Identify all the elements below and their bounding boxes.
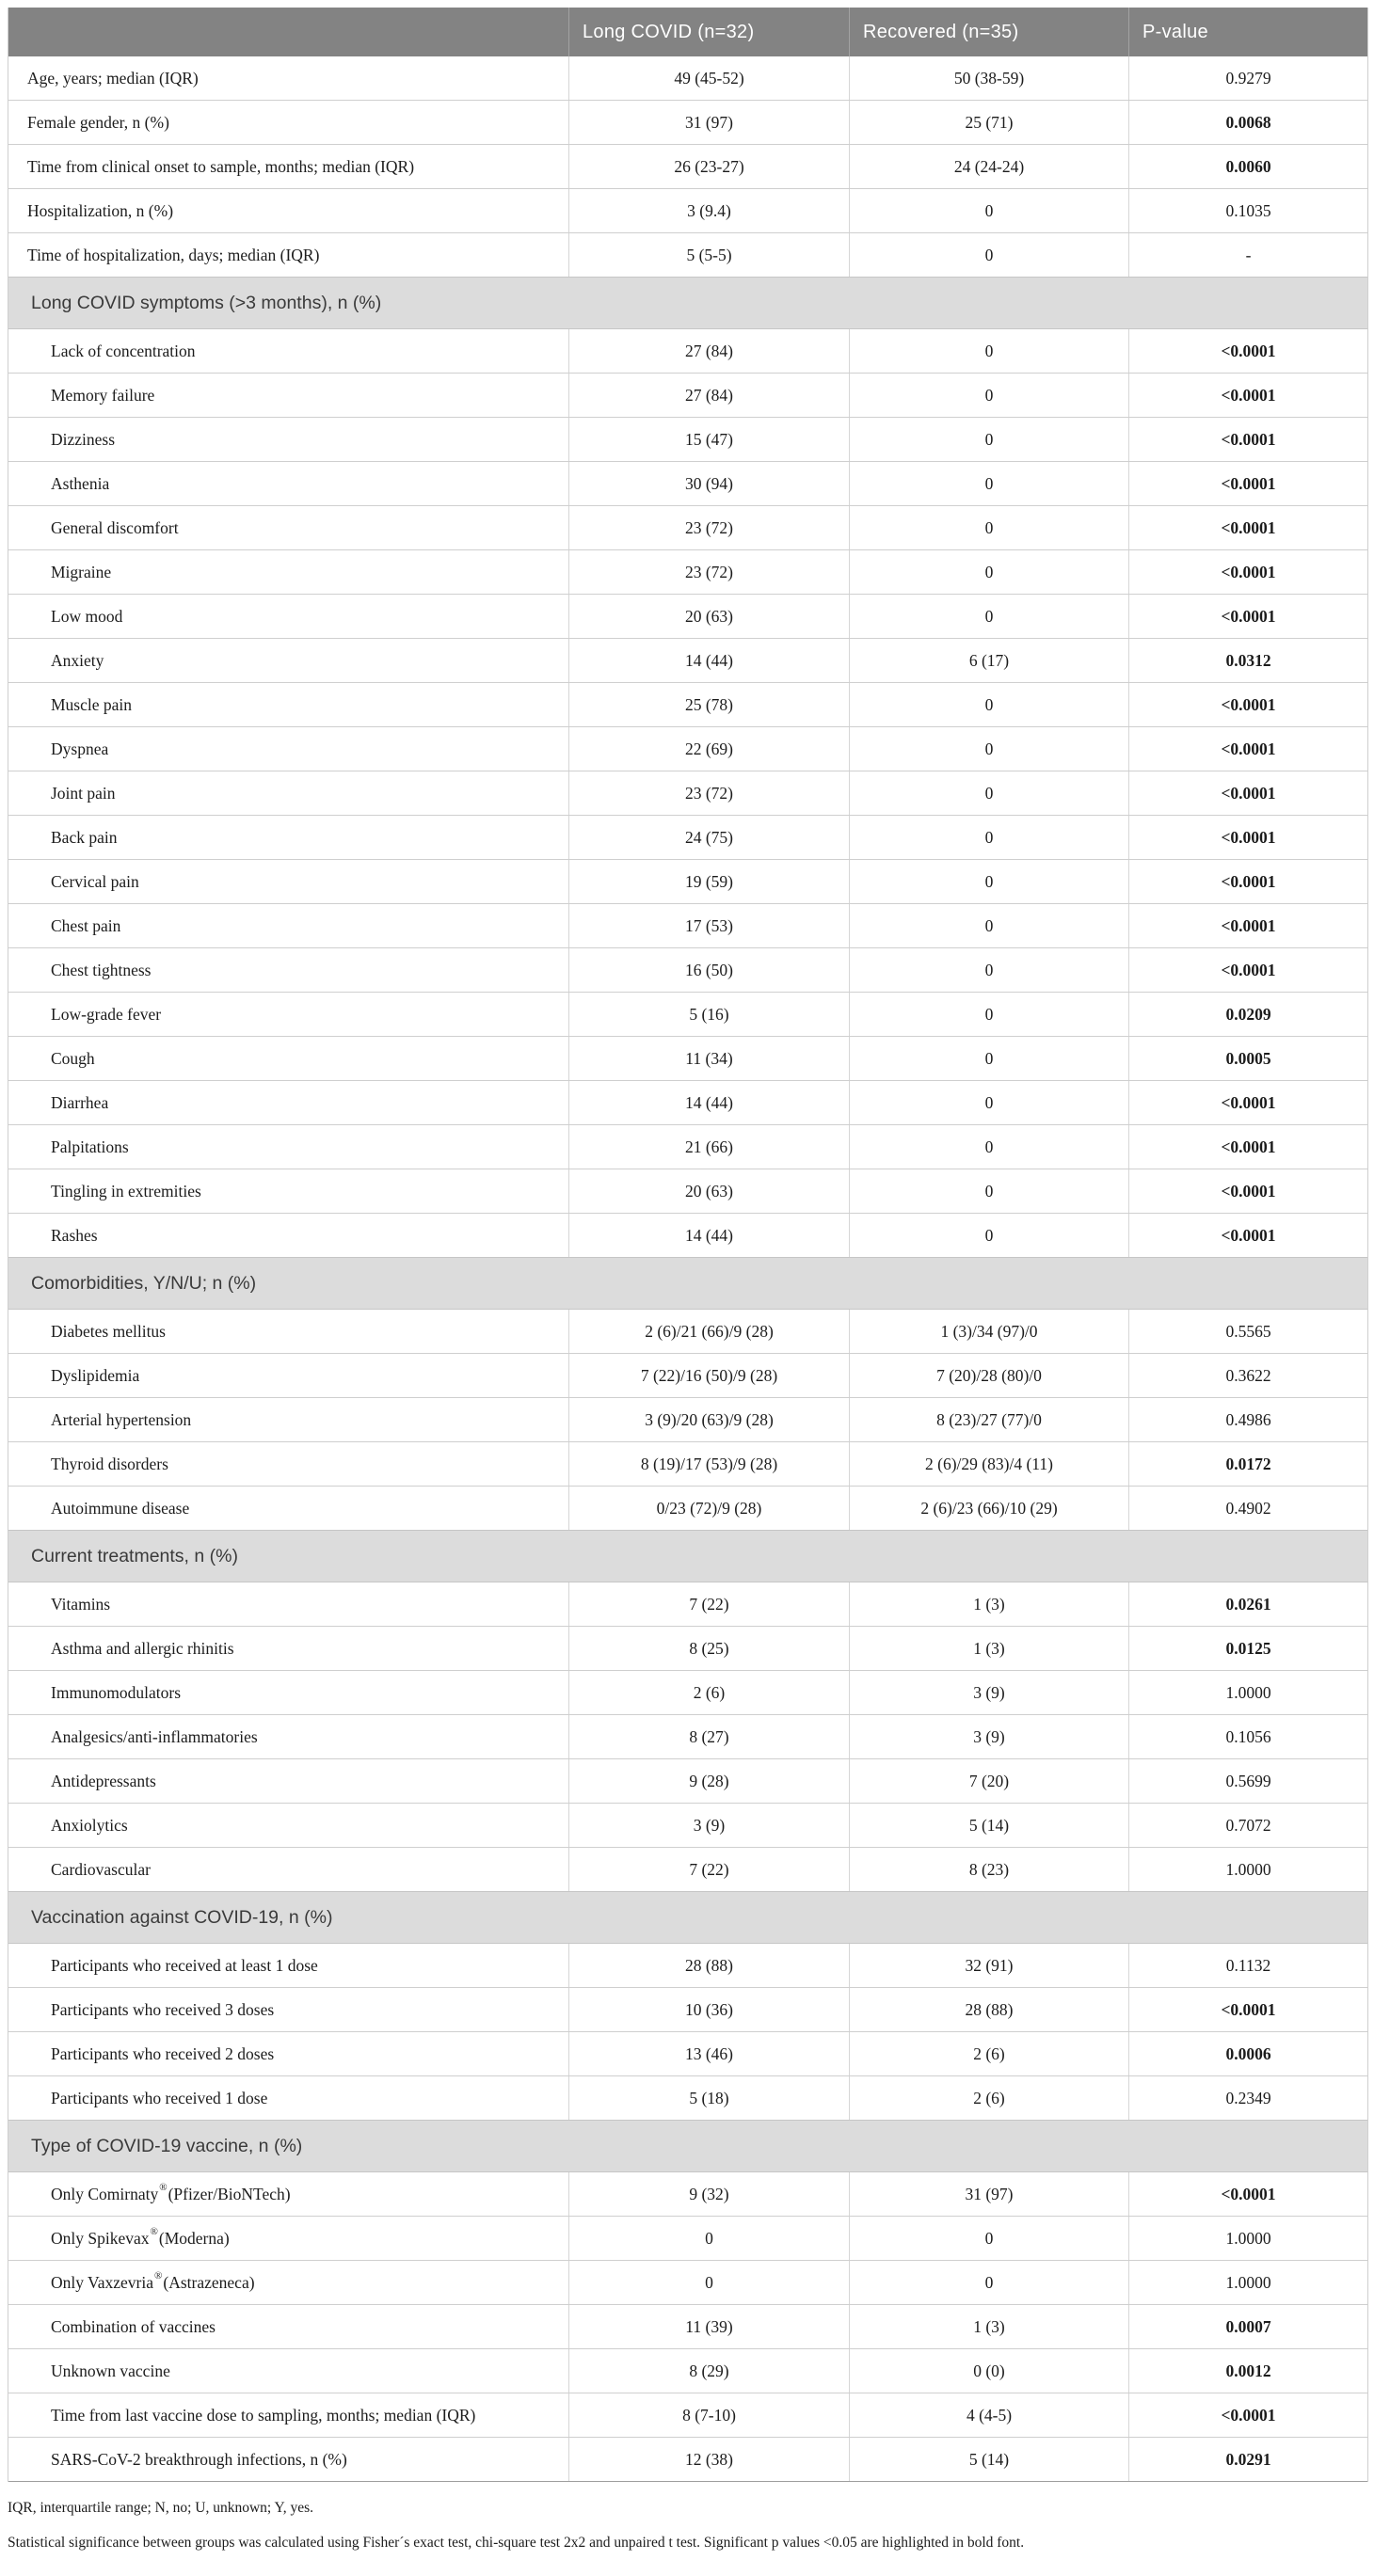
table-row xyxy=(8,550,1367,595)
p-value-cell: 0.5699 xyxy=(1128,1759,1367,1803)
table-row xyxy=(8,1487,1367,1531)
long-covid-value: 3 (9.4) xyxy=(568,189,849,232)
row-label: Combination of vaccines xyxy=(51,2316,216,2336)
p-value-cell: 0.1035 xyxy=(1128,189,1367,232)
row-label: Time of hospitalization, days; median (IQR) xyxy=(27,245,320,264)
table-row xyxy=(8,233,1367,278)
recovered-value: 0 xyxy=(849,1037,1128,1080)
table-row xyxy=(8,683,1367,727)
recovered-value: 0 xyxy=(849,904,1128,947)
recovered-value: 0 xyxy=(849,506,1128,549)
long-covid-value: 7 (22) xyxy=(568,1848,849,1891)
long-covid-value: 3 (9)/20 (63)/9 (28) xyxy=(568,1398,849,1441)
recovered-value: 2 (6) xyxy=(849,2076,1128,2120)
table-row xyxy=(8,462,1367,506)
recovered-value: 7 (20)/28 (80)/0 xyxy=(849,1354,1128,1397)
recovered-value: 24 (24-24) xyxy=(849,145,1128,188)
recovered-value: 7 (20) xyxy=(849,1759,1128,1803)
table-row xyxy=(8,1169,1367,1214)
recovered-value: 5 (14) xyxy=(849,2438,1128,2481)
recovered-value: 0 xyxy=(849,462,1128,505)
long-covid-value: 8 (27) xyxy=(568,1715,849,1758)
long-covid-value: 24 (75) xyxy=(568,816,849,859)
recovered-value: 25 (71) xyxy=(849,101,1128,144)
p-value-cell: <0.0001 xyxy=(1128,771,1367,815)
row-label: Low mood xyxy=(51,606,123,626)
section-header-row xyxy=(8,1891,1367,1944)
row-label: Autoimmune disease xyxy=(51,1498,190,1518)
section-header-row xyxy=(8,277,1367,329)
section-header-row xyxy=(8,1257,1367,1310)
p-value-cell: <0.0001 xyxy=(1128,948,1367,992)
long-covid-value: 26 (23-27) xyxy=(568,145,849,188)
row-label: Antidepressants xyxy=(51,1771,156,1790)
recovered-value: 0 xyxy=(849,329,1128,373)
long-covid-value: 23 (72) xyxy=(568,506,849,549)
p-value-cell: 0.0291 xyxy=(1128,2438,1367,2481)
table-row xyxy=(8,2349,1367,2393)
row-label: Memory failure xyxy=(51,385,155,405)
row-label: Chest pain xyxy=(51,915,121,935)
long-covid-value: 10 (36) xyxy=(568,1988,849,2031)
table-row xyxy=(8,56,1367,101)
long-covid-value: 7 (22) xyxy=(568,1582,849,1626)
long-covid-value: 8 (19)/17 (53)/9 (28) xyxy=(568,1442,849,1486)
table-row xyxy=(8,1848,1367,1892)
table-row xyxy=(8,2032,1367,2076)
recovered-value: 0 xyxy=(849,595,1128,638)
recovered-value: 0 xyxy=(849,1169,1128,1213)
recovered-value: 0 xyxy=(849,727,1128,771)
table-row xyxy=(8,2393,1367,2438)
table-row xyxy=(8,145,1367,189)
recovered-value: 0 xyxy=(849,233,1128,277)
long-covid-value: 20 (63) xyxy=(568,1169,849,1213)
row-label: Time from last vaccine dose to sampling, months; median (IQR) xyxy=(51,2405,476,2425)
long-covid-value: 12 (38) xyxy=(568,2438,849,2481)
p-value-cell: 0.0006 xyxy=(1128,2032,1367,2075)
recovered-value: 0 xyxy=(849,374,1128,417)
recovered-value: 0 xyxy=(849,2261,1128,2304)
row-label: Joint pain xyxy=(51,783,116,803)
row-label: Only Comirnaty ® (Pfizer/BioNTech) xyxy=(51,2182,291,2203)
recovered-value: 5 (14) xyxy=(849,1804,1128,1847)
row-label: Hospitalization, n (%) xyxy=(27,200,174,220)
recovered-value: 28 (88) xyxy=(849,1988,1128,2031)
row-label: Participants who received at least 1 dose xyxy=(51,1955,318,1975)
p-value-cell: 1.0000 xyxy=(1128,2261,1367,2304)
p-value-cell: <0.0001 xyxy=(1128,462,1367,505)
table-row xyxy=(8,1944,1367,1988)
long-covid-value: 31 (97) xyxy=(568,101,849,144)
row-label: Dyslipidemia xyxy=(51,1365,140,1385)
recovered-value: 3 (9) xyxy=(849,1715,1128,1758)
p-value-cell: 0.9279 xyxy=(1128,56,1367,100)
recovered-value: 8 (23)/27 (77)/0 xyxy=(849,1398,1128,1441)
row-label: Participants who received 1 dose xyxy=(51,2088,268,2107)
section-header-row xyxy=(8,1530,1367,1582)
table-row xyxy=(8,904,1367,948)
row-label: Low-grade fever xyxy=(51,1004,162,1024)
table-row xyxy=(8,1582,1367,1627)
long-covid-value: 17 (53) xyxy=(568,904,849,947)
column-header-long-covid: Long COVID (n=32) xyxy=(568,8,849,56)
long-covid-value: 23 (72) xyxy=(568,550,849,594)
column-header-row xyxy=(8,8,1367,56)
p-value-cell: 0.0261 xyxy=(1128,1582,1367,1626)
long-covid-value: 5 (16) xyxy=(568,993,849,1036)
table-row xyxy=(8,1125,1367,1169)
row-label: Participants who received 2 doses xyxy=(51,2043,275,2063)
row-label: Rashes xyxy=(51,1225,98,1245)
recovered-value: 2 (6) xyxy=(849,2032,1128,2075)
long-covid-value: 49 (45-52) xyxy=(568,56,849,100)
recovered-value: 0 (0) xyxy=(849,2349,1128,2393)
p-value-cell: 0.1132 xyxy=(1128,1944,1367,1987)
row-label: Dizziness xyxy=(51,429,116,449)
table-row xyxy=(8,860,1367,904)
long-covid-value: 5 (5-5) xyxy=(568,233,849,277)
p-value-cell: <0.0001 xyxy=(1128,860,1367,903)
row-label: Tingling in extremities xyxy=(51,1181,201,1201)
table-row xyxy=(8,1398,1367,1442)
p-value-cell: <0.0001 xyxy=(1128,2393,1367,2437)
p-value-cell: <0.0001 xyxy=(1128,329,1367,373)
column-header-recovered: Recovered (n=35) xyxy=(849,8,1128,56)
table-row xyxy=(8,1354,1367,1398)
table-row xyxy=(8,1988,1367,2032)
row-label: Only Spikevax ® (Moderna) xyxy=(51,2226,230,2248)
p-value-cell: 0.1056 xyxy=(1128,1715,1367,1758)
long-covid-value: 23 (72) xyxy=(568,771,849,815)
table-row xyxy=(8,374,1367,418)
p-value-cell: 0.0060 xyxy=(1128,145,1367,188)
recovered-value: 0 xyxy=(849,860,1128,903)
row-label: Dyspnea xyxy=(51,739,109,758)
long-covid-value: 14 (44) xyxy=(568,639,849,682)
table-row xyxy=(8,727,1367,771)
p-value-cell: <0.0001 xyxy=(1128,1988,1367,2031)
column-header-blank xyxy=(8,8,568,56)
table-row xyxy=(8,418,1367,462)
p-value-cell: 0.0125 xyxy=(1128,1627,1367,1670)
recovered-value: 0 xyxy=(849,1214,1128,1257)
table-row xyxy=(8,189,1367,233)
row-label: Age, years; median (IQR) xyxy=(27,68,199,87)
long-covid-value: 9 (28) xyxy=(568,1759,849,1803)
p-value-cell: <0.0001 xyxy=(1128,595,1367,638)
table-row xyxy=(8,1671,1367,1715)
long-covid-value: 21 (66) xyxy=(568,1125,849,1169)
recovered-value: 0 xyxy=(849,2217,1128,2260)
table-row xyxy=(8,1214,1367,1258)
section-header-label: Long COVID symptoms (>3 months), n (%) xyxy=(31,292,382,313)
row-label: Female gender, n (%) xyxy=(27,112,169,132)
table-row xyxy=(8,948,1367,993)
long-covid-value: 0 xyxy=(568,2217,849,2260)
section-header-label: Vaccination against COVID-19, n (%) xyxy=(31,1906,333,1928)
long-covid-value: 8 (7-10) xyxy=(568,2393,849,2437)
table-row xyxy=(8,506,1367,550)
row-label: Arterial hypertension xyxy=(51,1409,192,1429)
recovered-value: 0 xyxy=(849,683,1128,726)
long-covid-value: 0 xyxy=(568,2261,849,2304)
table-row xyxy=(8,1627,1367,1671)
row-label: Lack of concentration xyxy=(51,341,196,360)
table-row xyxy=(8,595,1367,639)
recovered-value: 2 (6)/23 (66)/10 (29) xyxy=(849,1487,1128,1530)
p-value-cell: <0.0001 xyxy=(1128,904,1367,947)
row-label: Muscle pain xyxy=(51,694,133,714)
p-value-cell: <0.0001 xyxy=(1128,683,1367,726)
p-value-cell: 0.0007 xyxy=(1128,2305,1367,2348)
row-label: Time from clinical onset to sample, months; median (IQR) xyxy=(27,156,415,176)
section-header-label: Comorbidities, Y/N/U; n (%) xyxy=(31,1272,257,1294)
long-covid-value: 15 (47) xyxy=(568,418,849,461)
row-label: Anxiolytics xyxy=(51,1815,128,1835)
p-value-cell: 0.5565 xyxy=(1128,1310,1367,1353)
long-covid-value: 27 (84) xyxy=(568,374,849,417)
row-label: Cardiovascular xyxy=(51,1859,151,1879)
p-value-cell: 0.0312 xyxy=(1128,639,1367,682)
long-covid-value: 7 (22)/16 (50)/9 (28) xyxy=(568,1354,849,1397)
table-row xyxy=(8,771,1367,816)
table-row xyxy=(8,1037,1367,1081)
p-value-cell: 0.0068 xyxy=(1128,101,1367,144)
recovered-value: 0 xyxy=(849,1125,1128,1169)
table-footnotes xyxy=(8,2497,1366,2568)
row-label: Diabetes mellitus xyxy=(51,1321,166,1341)
row-label: Unknown vaccine xyxy=(51,2361,170,2380)
long-covid-value: 2 (6) xyxy=(568,1671,849,1714)
p-value-cell: 0.0005 xyxy=(1128,1037,1367,1080)
table-row xyxy=(8,639,1367,683)
row-label: Cervical pain xyxy=(51,871,139,891)
table-row xyxy=(8,1759,1367,1804)
section-header-label: Type of COVID-19 vaccine, n (%) xyxy=(31,2135,303,2156)
table-row xyxy=(8,1715,1367,1759)
footnote-abbreviations: IQR, interquartile range; N, no; U, unknown; Y, yes. xyxy=(8,2500,314,2516)
long-covid-value: 3 (9) xyxy=(568,1804,849,1847)
p-value-cell: 0.4902 xyxy=(1128,1487,1367,1530)
table-row xyxy=(8,2217,1367,2261)
row-label: General discomfort xyxy=(51,517,179,537)
p-value-cell: 0.0172 xyxy=(1128,1442,1367,1486)
long-covid-value: 8 (25) xyxy=(568,1627,849,1670)
p-value-cell: 1.0000 xyxy=(1128,1848,1367,1891)
recovered-value: 1 (3)/34 (97)/0 xyxy=(849,1310,1128,1353)
long-covid-value: 5 (18) xyxy=(568,2076,849,2120)
long-covid-value: 13 (46) xyxy=(568,2032,849,2075)
table-row xyxy=(8,2172,1367,2217)
p-value-cell: 0.0012 xyxy=(1128,2349,1367,2393)
long-covid-value: 19 (59) xyxy=(568,860,849,903)
row-label: Vitamins xyxy=(51,1594,111,1614)
table-row xyxy=(8,2305,1367,2349)
recovered-value: 0 xyxy=(849,816,1128,859)
recovered-value: 50 (38-59) xyxy=(849,56,1128,100)
long-covid-value: 2 (6)/21 (66)/9 (28) xyxy=(568,1310,849,1353)
recovered-value: 3 (9) xyxy=(849,1671,1128,1714)
long-covid-value: 11 (34) xyxy=(568,1037,849,1080)
recovered-value: 0 xyxy=(849,1081,1128,1124)
p-value-cell: - xyxy=(1128,233,1367,277)
recovered-value: 32 (91) xyxy=(849,1944,1128,1987)
recovered-value: 31 (97) xyxy=(849,2172,1128,2216)
long-covid-value: 30 (94) xyxy=(568,462,849,505)
table-row xyxy=(8,2438,1367,2482)
table-row xyxy=(8,816,1367,860)
table-row xyxy=(8,1310,1367,1354)
recovered-value: 0 xyxy=(849,418,1128,461)
table-row xyxy=(8,1442,1367,1487)
p-value-cell: <0.0001 xyxy=(1128,374,1367,417)
long-covid-value: 8 (29) xyxy=(568,2349,849,2393)
recovered-value: 1 (3) xyxy=(849,1627,1128,1670)
row-label: Asthma and allergic rhinitis xyxy=(51,1638,234,1658)
long-covid-value: 14 (44) xyxy=(568,1214,849,1257)
long-covid-value: 9 (32) xyxy=(568,2172,849,2216)
row-label: Analgesics/anti-inflammatories xyxy=(51,1726,258,1746)
p-value-cell: <0.0001 xyxy=(1128,550,1367,594)
row-label: Anxiety xyxy=(51,650,104,670)
recovered-value: 0 xyxy=(849,550,1128,594)
row-label: Immunomodulators xyxy=(51,1682,182,1702)
p-value-cell: 0.3622 xyxy=(1128,1354,1367,1397)
recovered-value: 8 (23) xyxy=(849,1848,1128,1891)
p-value-cell: <0.0001 xyxy=(1128,1214,1367,1257)
row-label: Cough xyxy=(51,1048,95,1068)
table-row xyxy=(8,101,1367,145)
long-covid-value: 16 (50) xyxy=(568,948,849,992)
recovered-value: 0 xyxy=(849,948,1128,992)
row-label: Asthenia xyxy=(51,473,110,493)
p-value-cell: 0.0209 xyxy=(1128,993,1367,1036)
long-covid-value: 11 (39) xyxy=(568,2305,849,2348)
table-row xyxy=(8,1081,1367,1125)
row-label: Palpitations xyxy=(51,1137,129,1156)
row-label: Migraine xyxy=(51,562,112,581)
table-row xyxy=(8,1804,1367,1848)
p-value-cell: 1.0000 xyxy=(1128,2217,1367,2260)
row-label: Diarrhea xyxy=(51,1092,109,1112)
p-value-cell: <0.0001 xyxy=(1128,816,1367,859)
long-covid-value: 14 (44) xyxy=(568,1081,849,1124)
row-label: Chest tightness xyxy=(51,960,152,979)
long-covid-value: 28 (88) xyxy=(568,1944,849,1987)
p-value-cell: <0.0001 xyxy=(1128,2172,1367,2216)
long-covid-value: 20 (63) xyxy=(568,595,849,638)
recovered-value: 6 (17) xyxy=(849,639,1128,682)
p-value-cell: 0.7072 xyxy=(1128,1804,1367,1847)
recovered-value: 0 xyxy=(849,993,1128,1036)
table-row xyxy=(8,2261,1367,2305)
table-row xyxy=(8,2076,1367,2121)
recovered-value: 2 (6)/29 (83)/4 (11) xyxy=(849,1442,1128,1486)
p-value-cell: <0.0001 xyxy=(1128,1125,1367,1169)
footnote-statistics: Statistical significance between groups was calculated using Fisher´s exact test, chi-square test 2x2 and unpaired t test. Significant p values <0.05 are highlighted in bold font. xyxy=(8,2535,1025,2552)
long-covid-value: 25 (78) xyxy=(568,683,849,726)
recovered-value: 1 (3) xyxy=(849,2305,1128,2348)
section-header-label: Current treatments, n (%) xyxy=(31,1545,238,1566)
long-covid-value: 27 (84) xyxy=(568,329,849,373)
recovered-value: 0 xyxy=(849,771,1128,815)
table-row xyxy=(8,329,1367,374)
long-covid-value: 22 (69) xyxy=(568,727,849,771)
row-label: Only Vaxzevria ® (Astrazeneca) xyxy=(51,2270,255,2292)
recovered-value: 0 xyxy=(849,189,1128,232)
p-value-cell: 0.2349 xyxy=(1128,2076,1367,2120)
row-label: Thyroid disorders xyxy=(51,1454,168,1473)
column-header-p-value: P-value xyxy=(1128,8,1367,56)
recovered-value: 4 (4-5) xyxy=(849,2393,1128,2437)
row-label: SARS-CoV-2 breakthrough infections, n (%) xyxy=(51,2449,347,2469)
p-value-cell: 0.4986 xyxy=(1128,1398,1367,1441)
row-label: Back pain xyxy=(51,827,118,847)
p-value-cell: <0.0001 xyxy=(1128,1169,1367,1213)
table-row xyxy=(8,993,1367,1037)
p-value-cell: <0.0001 xyxy=(1128,418,1367,461)
characteristics-table xyxy=(8,8,1368,2482)
row-label: Participants who received 3 doses xyxy=(51,1999,275,2019)
p-value-cell: <0.0001 xyxy=(1128,1081,1367,1124)
recovered-value: 1 (3) xyxy=(849,1582,1128,1626)
p-value-cell: 1.0000 xyxy=(1128,1671,1367,1714)
p-value-cell: <0.0001 xyxy=(1128,506,1367,549)
p-value-cell: <0.0001 xyxy=(1128,727,1367,771)
long-covid-value: 0/23 (72)/9 (28) xyxy=(568,1487,849,1530)
section-header-row xyxy=(8,2120,1367,2172)
